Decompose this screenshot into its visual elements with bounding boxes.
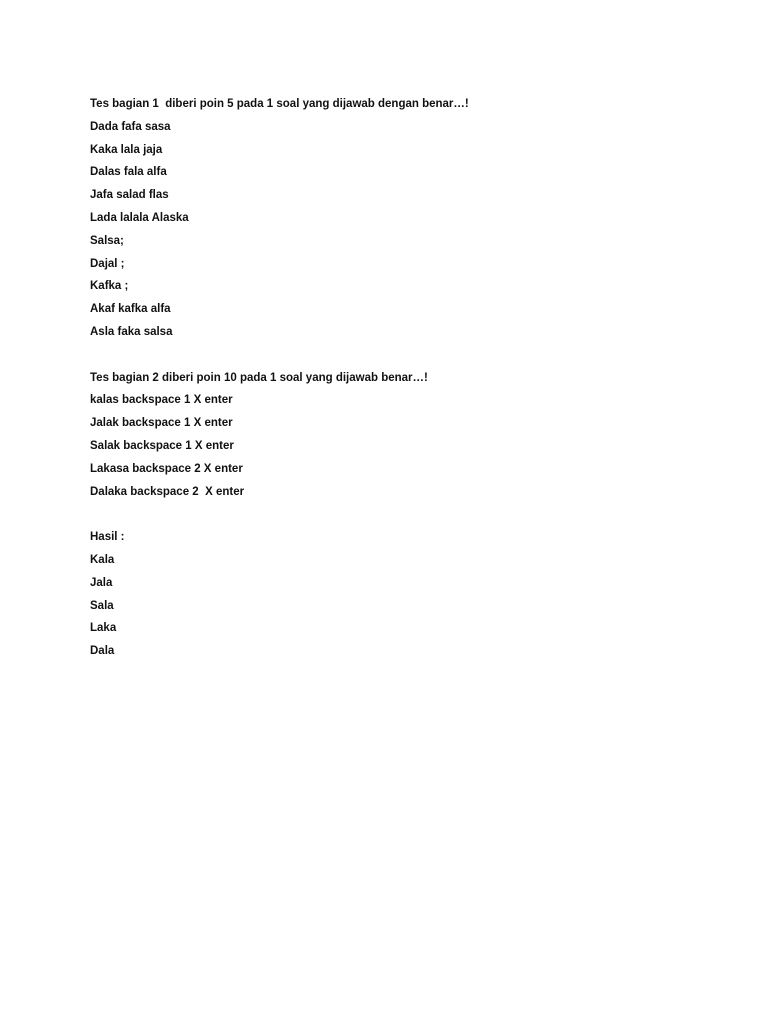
section-spacer [90, 344, 710, 367]
section1-line: Dajal ; [90, 257, 125, 270]
section2-line: Dalaka backspace 2 X enter [90, 485, 245, 498]
section2-heading: Tes bagian 2 diberi poin 10 pada 1 soal yang dijawab benar…! [90, 371, 428, 384]
section1-line: Dalas fala alfa [90, 166, 167, 179]
section2-line: Jalak backspace 1 X enter [90, 417, 233, 430]
section2-line: kalas backspace 1 X enter [90, 394, 233, 407]
section1-line: Salsa; [90, 234, 124, 247]
section1-line: Lada lalala Alaska [90, 211, 189, 224]
section3-line: Kala [90, 553, 115, 566]
section2-line: Salak backspace 1 X enter [90, 439, 234, 452]
document-body [90, 93, 710, 663]
section1-line: Asla faka salsa [90, 325, 173, 338]
section1-line: Akaf kafka alfa [90, 303, 171, 316]
section1-line: Kafka ; [90, 280, 129, 293]
section1-line: Jafa salad flas [90, 189, 169, 202]
section1-line: Dada fafa sasa [90, 120, 171, 133]
section1-line: Kaka lala jaja [90, 143, 163, 156]
section-spacer [90, 503, 710, 526]
section3-line: Laka [90, 622, 117, 635]
section3-line: Jala [90, 576, 113, 589]
section3-line: Dala [90, 645, 115, 658]
section3-heading: Hasil : [90, 531, 125, 544]
section1-heading: Tes bagian 1 diberi poin 5 pada 1 soal yang dijawab dengan benar…! [90, 98, 469, 110]
section3-line: Sala [90, 599, 114, 612]
section2-line: Lakasa backspace 2 X enter [90, 462, 243, 475]
